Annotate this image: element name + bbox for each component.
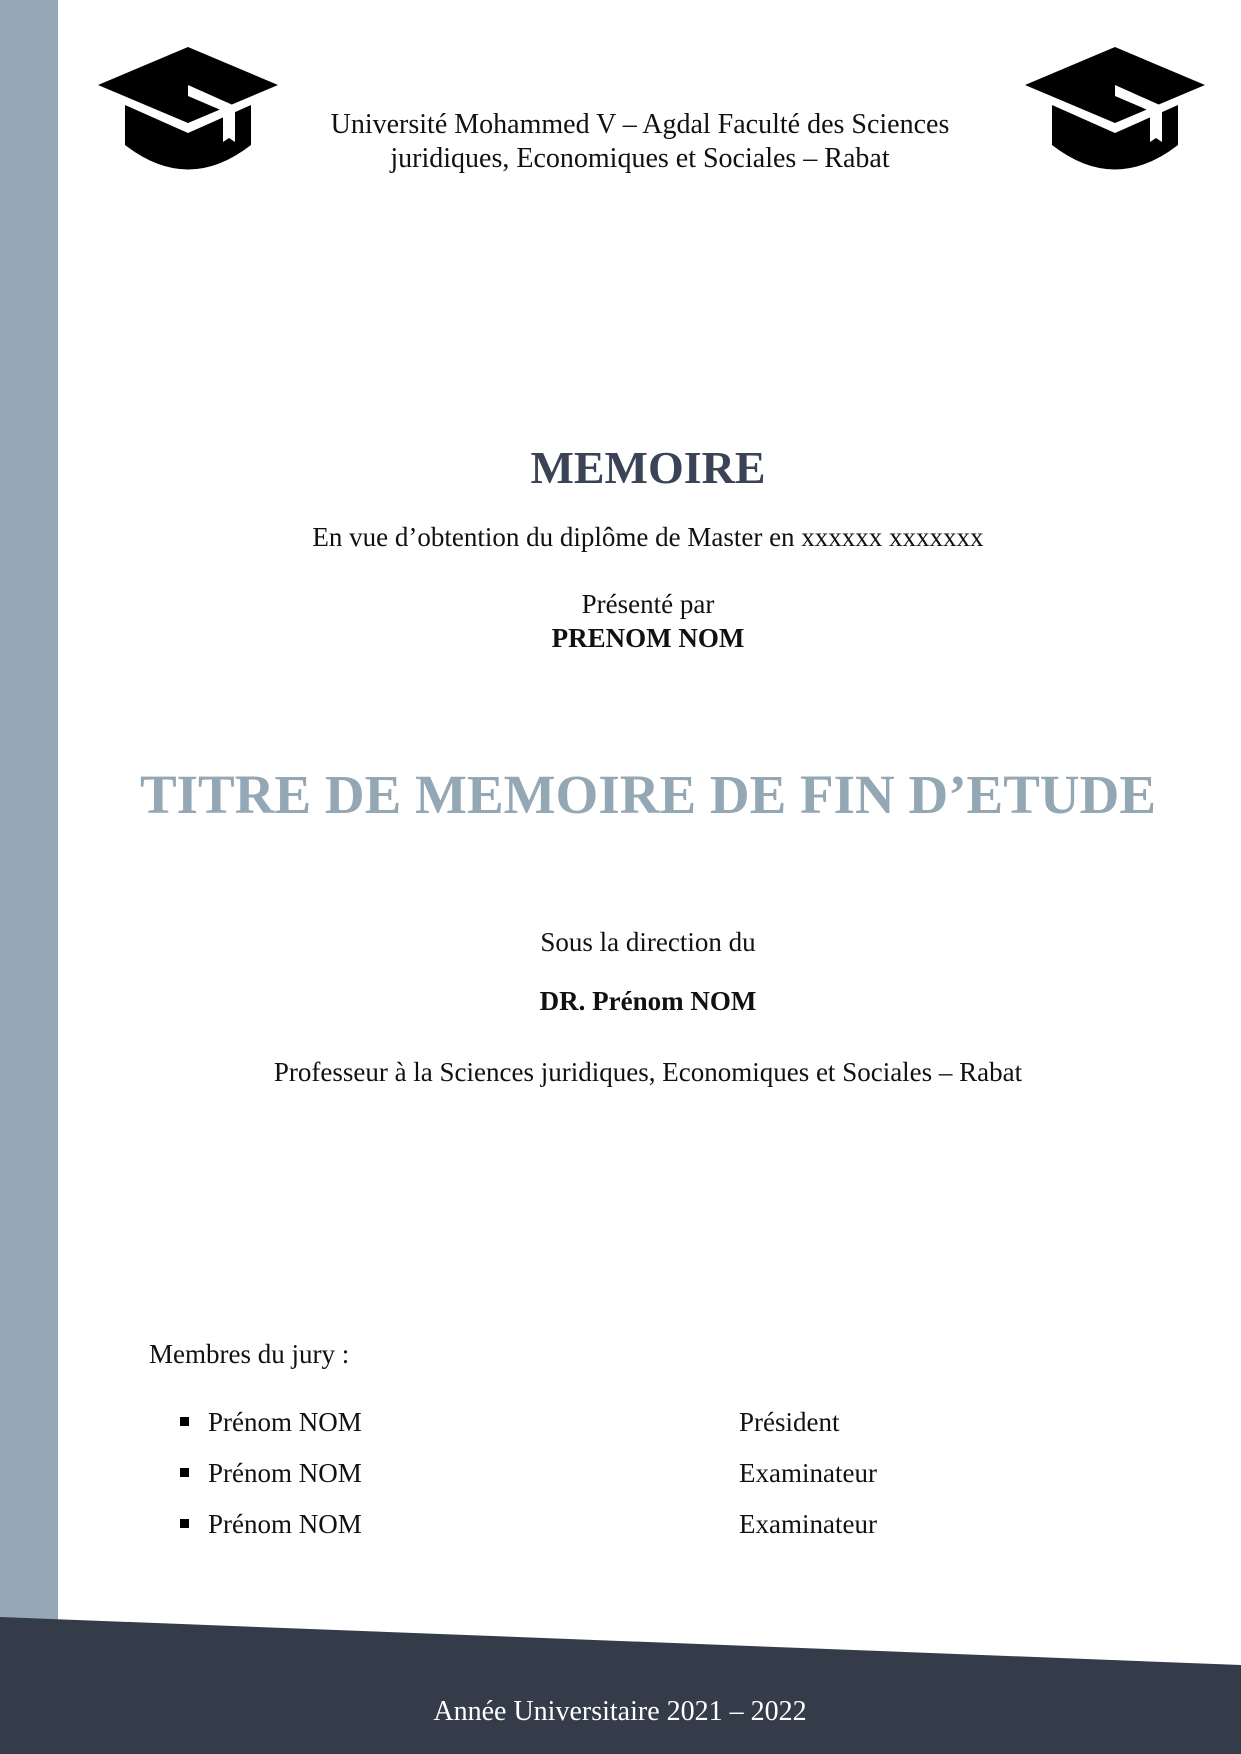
jury-heading: Membres du jury : <box>149 1339 350 1369</box>
side-accent-band <box>0 0 58 1754</box>
jury-member-row <box>180 1456 940 1507</box>
jury-member-name: Prénom NOM <box>208 1458 362 1488</box>
jury-member-role: Examinateur <box>739 1458 877 1488</box>
footer-band <box>0 1617 1241 1754</box>
jury-member-name: Prénom NOM <box>208 1407 362 1437</box>
jury-member-row <box>180 1405 940 1456</box>
author-name: PRENOM NOM <box>551 623 745 653</box>
university-line-1: Université Mohammed V – Agdal Faculté des Sciences <box>330 109 950 140</box>
degree-subtitle: En vue d’obtention du diplôme de Master en xxxxxx xxxxxxx <box>312 522 984 552</box>
jury-member-role: Président <box>739 1407 840 1437</box>
jury-member-name: Prénom NOM <box>208 1509 362 1539</box>
supervisor-role: Professeur à la Sciences juridiques, Economiques et Sociales – Rabat <box>273 1057 1023 1087</box>
thesis-title: TITRE DE MEMOIRE DE FIN D’ETUDE <box>139 764 1157 825</box>
square-bullet-icon <box>180 1519 189 1528</box>
graduation-cap-icon <box>1022 44 1208 177</box>
jury-member-row <box>180 1507 940 1558</box>
direction-label: Sous la direction du <box>540 927 756 957</box>
university-header <box>240 108 1040 176</box>
jury-list <box>180 1405 940 1558</box>
supervisor-name: DR. Prénom NOM <box>539 986 757 1016</box>
academic-year: Année Universitaire 2021 – 2022 <box>433 1696 807 1727</box>
square-bullet-icon <box>180 1468 189 1477</box>
presented-by-label: Présenté par <box>581 589 715 619</box>
jury-member-role: Examinateur <box>739 1509 877 1539</box>
square-bullet-icon <box>180 1417 189 1426</box>
document-type-title: MEMOIRE <box>530 442 766 493</box>
university-line-2: juridiques, Economiques et Sociales – Rabat <box>390 143 890 174</box>
